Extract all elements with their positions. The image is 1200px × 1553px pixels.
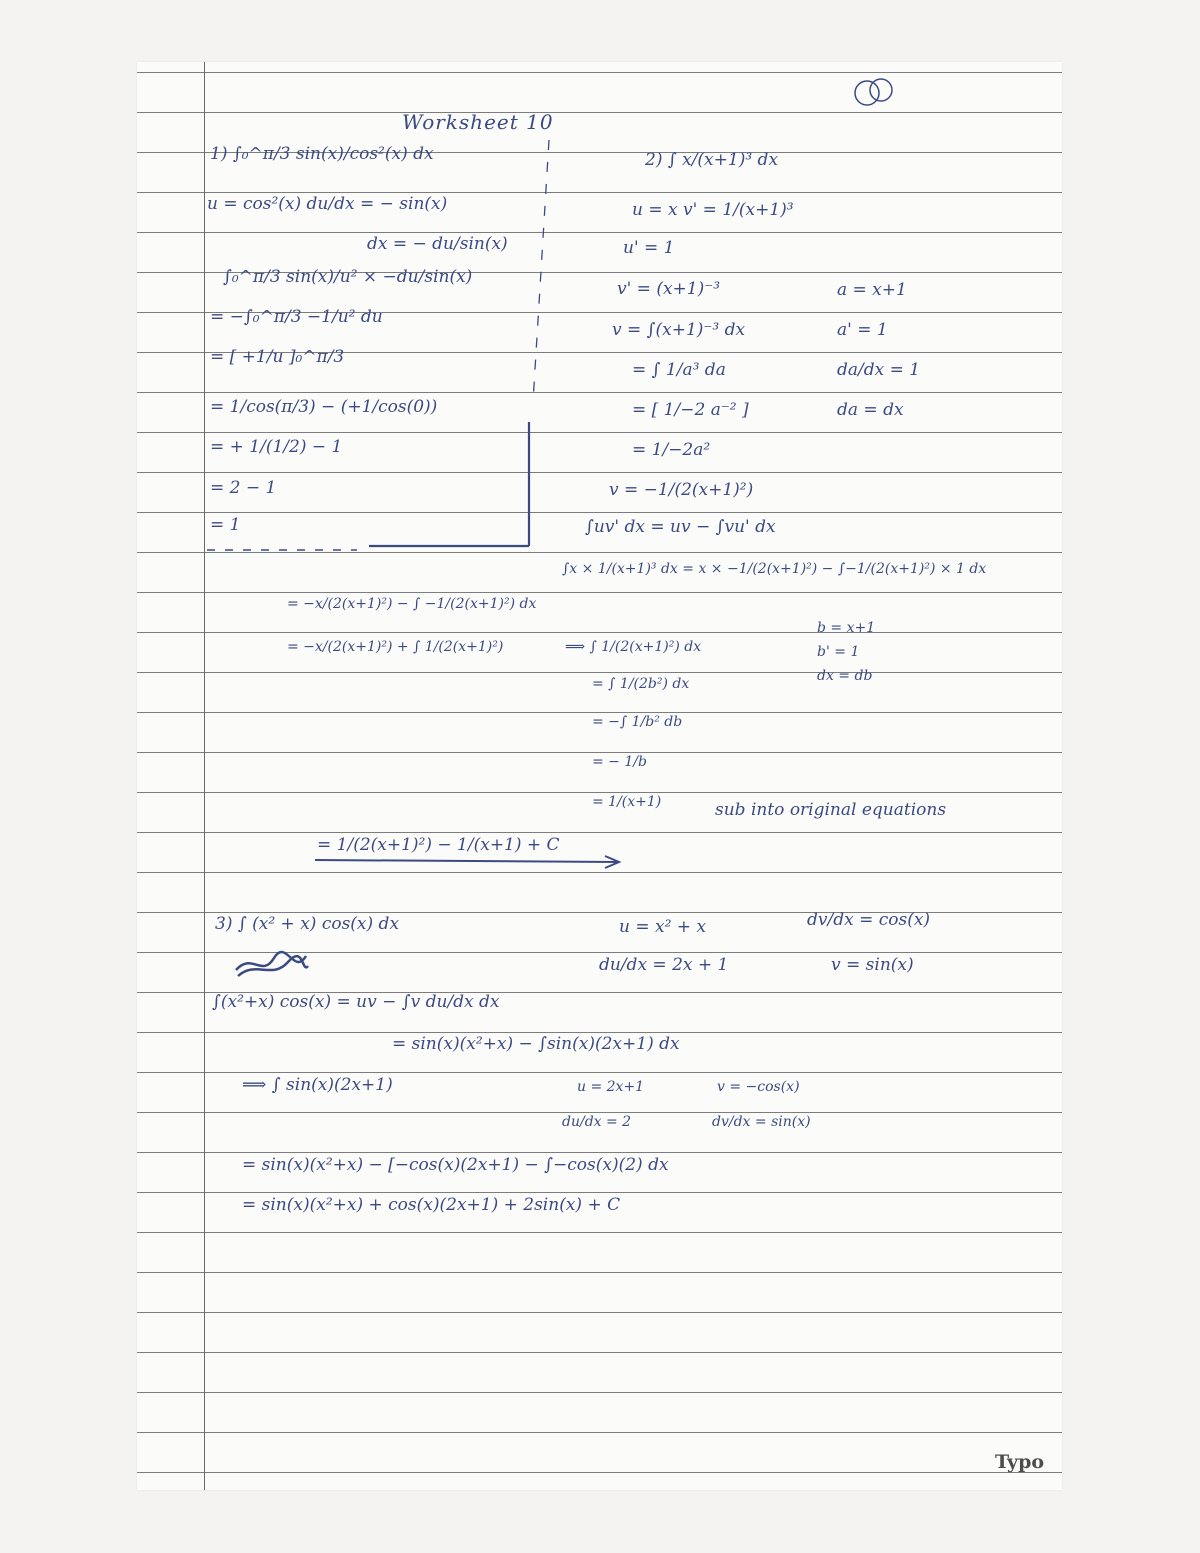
ruled-line xyxy=(137,1272,1062,1273)
q2-sub-a-line: da/dx = 1 xyxy=(837,360,921,380)
q3-step: = sin(x)(x²+x) − ∫sin(x)(2x+1) dx xyxy=(392,1034,680,1054)
ruled-line xyxy=(137,1432,1062,1433)
q2-note: sub into original equations xyxy=(715,800,947,820)
q2-right-step: = 1/(x+1) xyxy=(592,794,662,810)
q3-u2: u = 2x+1 xyxy=(577,1079,645,1095)
q2-setup-line: = 1/−2a² xyxy=(632,440,711,460)
q2-right-step: = − 1/b xyxy=(592,754,647,770)
notebook-page xyxy=(137,62,1062,1490)
q2-right-step: = ∫ 1/(2b²) dx xyxy=(592,676,690,692)
q1-line: = 2 − 1 xyxy=(210,478,277,498)
q1-problem: 1) ∫₀^π/3 sin(x)/cos²(x) dx xyxy=(210,144,434,164)
q2-sub-a-line: a' = 1 xyxy=(837,320,888,340)
q1-line: ∫₀^π/3 sin(x)/u² × −du/sin(x) xyxy=(223,267,473,287)
q2-left-step: = −x/(2(x+1)²) − ∫ −1/(2(x+1)²) dx xyxy=(287,596,537,612)
q2-setup-line: = [ 1/−2 a⁻² ] xyxy=(632,400,749,420)
q1-line: dx = − du/sin(x) xyxy=(367,234,508,254)
q3-dv-def: dv/dx = cos(x) xyxy=(807,910,931,930)
q2-arrow xyxy=(137,62,1062,882)
q3-u-def: u = x² + x xyxy=(619,917,707,937)
ruled-line xyxy=(137,1152,1062,1153)
ruled-line xyxy=(137,1232,1062,1233)
q2-sub-a-line: da = dx xyxy=(837,400,904,420)
q1-line: = 1 xyxy=(210,515,241,535)
q1-line: u = cos²(x) du/dx = − sin(x) xyxy=(207,194,448,214)
ruled-line xyxy=(137,1312,1062,1313)
q3-problem: 3) ∫ (x² + x) cos(x) dx xyxy=(215,914,400,934)
q3-v-def: v = sin(x) xyxy=(831,955,914,975)
q3-du2: du/dx = 2 xyxy=(562,1114,632,1130)
q2-left-step: = −x/(2(x+1)²) + ∫ 1/(2(x+1)²) xyxy=(287,639,504,655)
q2-sub-b-line: dx = db xyxy=(817,668,873,684)
q1-line: = 1/cos(π/3) − (+1/cos(0)) xyxy=(210,397,438,417)
q2-setup-line: v = −1/(2(x+1)²) xyxy=(609,480,754,500)
q2-right-step: = −∫ 1/b² db xyxy=(592,714,683,730)
q2-setup-line: v = ∫(x+1)⁻³ dx xyxy=(612,320,746,340)
q2-ibp-line: ∫x × 1/(x+1)³ dx = x × −1/(2(x+1)²) − ∫−1/(2(x+1)²) × 1 dx xyxy=(562,561,987,577)
q2-right-step: ⟹ ∫ 1/(2(x+1)²) dx xyxy=(565,639,702,655)
q2-sub-b-line: b' = 1 xyxy=(817,644,860,660)
q2-ibp-rule: ∫uv' dx = uv − ∫vu' dx xyxy=(585,517,776,537)
q3-line2: = sin(x)(x²+x) + cos(x)(2x+1) + 2sin(x) + C xyxy=(242,1195,621,1215)
q1-line: = [ +1/u ]₀^π/3 xyxy=(210,347,345,367)
q2-setup-line: = ∫ 1/a³ da xyxy=(632,360,726,380)
q3-du-def: du/dx = 2x + 1 xyxy=(599,955,729,975)
q2-setup-line: v' = (x+1)⁻³ xyxy=(617,279,721,299)
q2-final-answer: = 1/(2(x+1)²) − 1/(x+1) + C xyxy=(317,835,560,855)
q1-line: = + 1/(1/2) − 1 xyxy=(210,437,343,457)
q2-problem: 2) ∫ x/(x+1)³ dx xyxy=(645,150,779,170)
q1-line: = −∫₀^π/3 −1/u² du xyxy=(210,307,383,327)
q2-sub-a-line: a = x+1 xyxy=(837,280,907,300)
q3-line1: = sin(x)(x²+x) − [−cos(x)(2x+1) − ∫−cos(x)(2) dx xyxy=(242,1155,669,1175)
q2-setup-line: u' = 1 xyxy=(623,238,675,258)
ruled-line xyxy=(137,1032,1062,1033)
q3-dv2: dv/dx = sin(x) xyxy=(712,1114,811,1130)
ruled-line xyxy=(137,1352,1062,1353)
q2-setup-line: u = x v' = 1/(x+1)³ xyxy=(632,200,794,220)
q2-sub-b-line: b = x+1 xyxy=(817,620,876,636)
q3-ibp: ∫(x²+x) cos(x) = uv − ∫v du/dx dx xyxy=(212,992,500,1012)
ruled-line xyxy=(137,1472,1062,1473)
ruled-line xyxy=(137,1392,1062,1393)
worksheet-title: Worksheet 10 xyxy=(402,110,554,134)
q3-inner: ⟹ ∫ sin(x)(2x+1) xyxy=(242,1075,393,1095)
q3-v2: v = −cos(x) xyxy=(717,1079,800,1095)
scribble-icon xyxy=(232,950,312,980)
typo-watermark: Typo xyxy=(995,1451,1045,1473)
ruled-line xyxy=(137,1072,1062,1073)
ruled-line xyxy=(137,1192,1062,1193)
